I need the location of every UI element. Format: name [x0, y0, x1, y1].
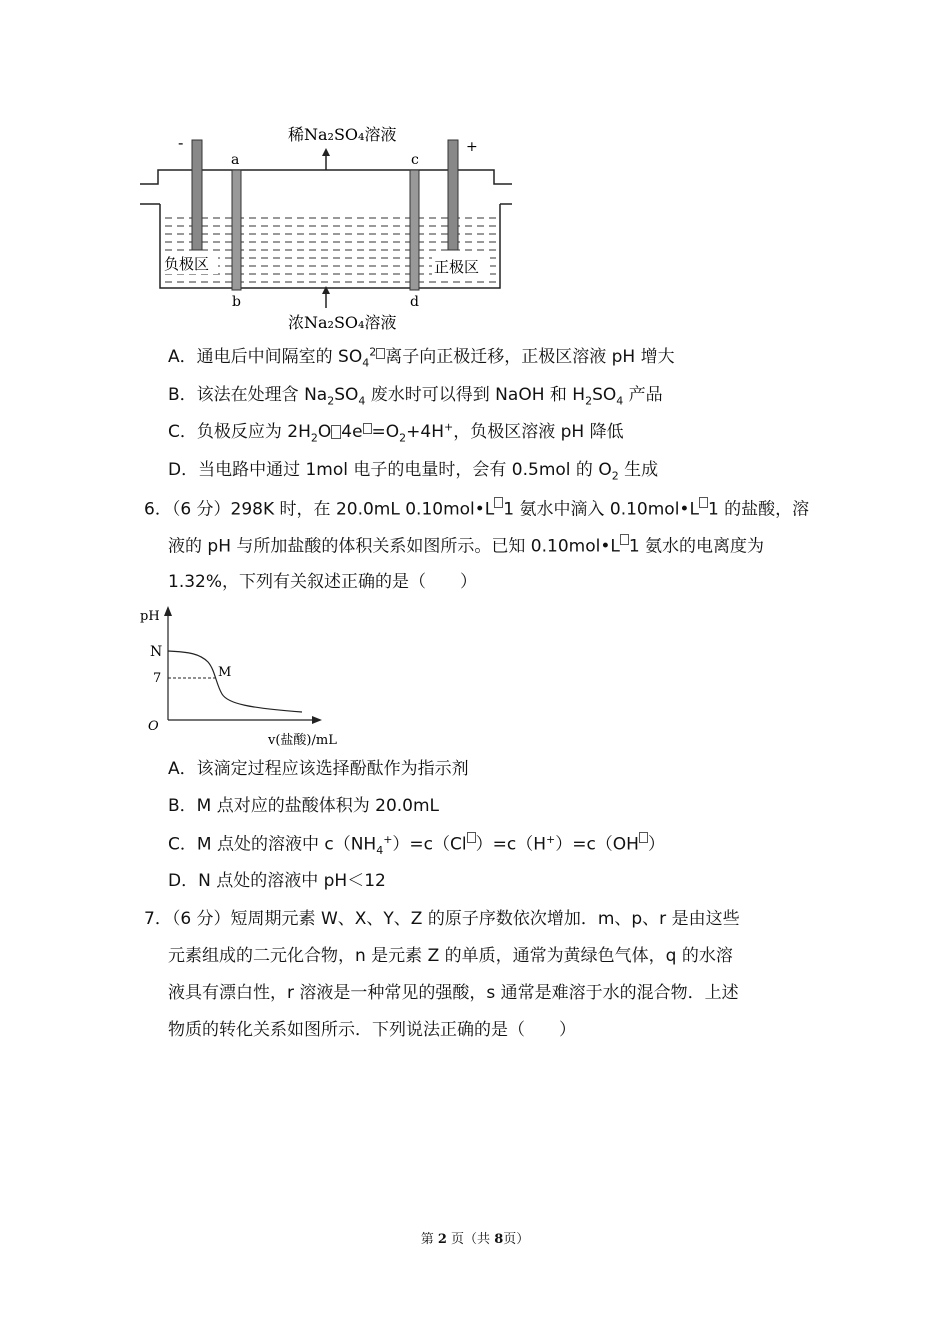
- q6-option-c: C．M 点处的溶液中 $c(NH_4^+)=c(Cl$ ）=c（H+）=c（OH ）: [168, 833, 665, 858]
- q7-stem-line3: 液具有漂白性，r 溶液是一种常见的强酸，s 通常是难溶于水的混合物．上述: [168, 983, 739, 1003]
- x-axis-arrow-icon: [312, 716, 322, 724]
- minus-sign: -: [178, 133, 184, 152]
- q6-option-b: B．M 点对应的盐酸体积为 20.0mL: [168, 796, 440, 816]
- plus-sign: +: [466, 139, 478, 155]
- q6-option-d: D．N 点处的溶液中 pH＜12: [168, 871, 386, 891]
- q5-option-d: D．当电路中通过 1mol 电子的电量时，会有 0.5mol 的 $O_2$ 生成: [168, 460, 659, 483]
- q6-stem-line1: 6．（6 分）298K 时，在 20.0mL 0.10mol•L 1 氨水中滴入 0.10mol•L 1 的盐酸，溶: [144, 497, 809, 521]
- label-d: d: [410, 294, 419, 310]
- negative-zone-label: 负极区: [164, 255, 210, 273]
- membrane-cd: [410, 170, 419, 290]
- label-c: c: [411, 152, 419, 168]
- electrolysis-cell-diagram: [140, 118, 520, 338]
- ph-titration-chart: [140, 604, 340, 748]
- q6-stem-line3: 1.32%，下列有关叙述正确的是（ ）: [168, 572, 478, 592]
- y-axis-arrow-icon: [164, 606, 172, 616]
- q5-option-c: C．负极反应为 $2H_2O$ $4e =O_2+4H^+$，负极区溶液 pH 降低: [168, 420, 624, 445]
- m-label: M: [218, 665, 232, 680]
- top-solution-label: 稀Na₂SO₄溶液: [288, 125, 397, 144]
- n-label: N: [150, 644, 163, 660]
- page-footer: 第 2 页（共 8页）: [420, 1232, 530, 1247]
- positive-electrode: [448, 140, 458, 250]
- q6-option-a: A．该滴定过程应该选择酚酞作为指示剂: [168, 759, 469, 779]
- x-axis-label: v(盐酸)/mL: [268, 733, 337, 748]
- negative-electrode: [192, 140, 202, 250]
- membrane-ab: [232, 170, 241, 290]
- bottom-solution-label: 浓Na₂SO₄溶液: [288, 313, 397, 332]
- seven-tick: 7: [153, 671, 162, 686]
- y-axis-label: pH: [140, 609, 160, 624]
- positive-zone-label: 正极区: [434, 258, 480, 276]
- label-b: b: [232, 294, 241, 310]
- origin-label: O: [148, 719, 159, 734]
- label-a: a: [231, 152, 240, 168]
- q7-stem-line1: 7．（6 分）短周期元素 W、X、Y、Z 的原子序数依次增加．m、p、r 是由这些: [144, 909, 740, 929]
- q5-option-a: A．通电后中间隔室的 $SO_4^2$ 离子向正极迁移，正极区溶液 pH 增大: [168, 345, 675, 370]
- q7-stem-line4: 物质的转化关系如图所示．下列说法正确的是（ ）: [168, 1020, 576, 1040]
- q6-stem-line2: 液的 pH 与所加盐酸的体积关系如图所示。已知 0.10mol•L 1 氨水的电离度为: [168, 534, 764, 558]
- up-arrow-icon: [322, 148, 330, 156]
- titration-curve: [168, 651, 302, 712]
- q5-option-b: B．该法在处理含 $Na_2SO_4$ 废水时可以得到 NaOH 和 $H_2SO_4$ 产品: [168, 385, 663, 408]
- q7-stem-line2: 元素组成的二元化合物，n 是元素 Z 的单质，通常为黄绿色气体，q 的水溶: [168, 946, 733, 966]
